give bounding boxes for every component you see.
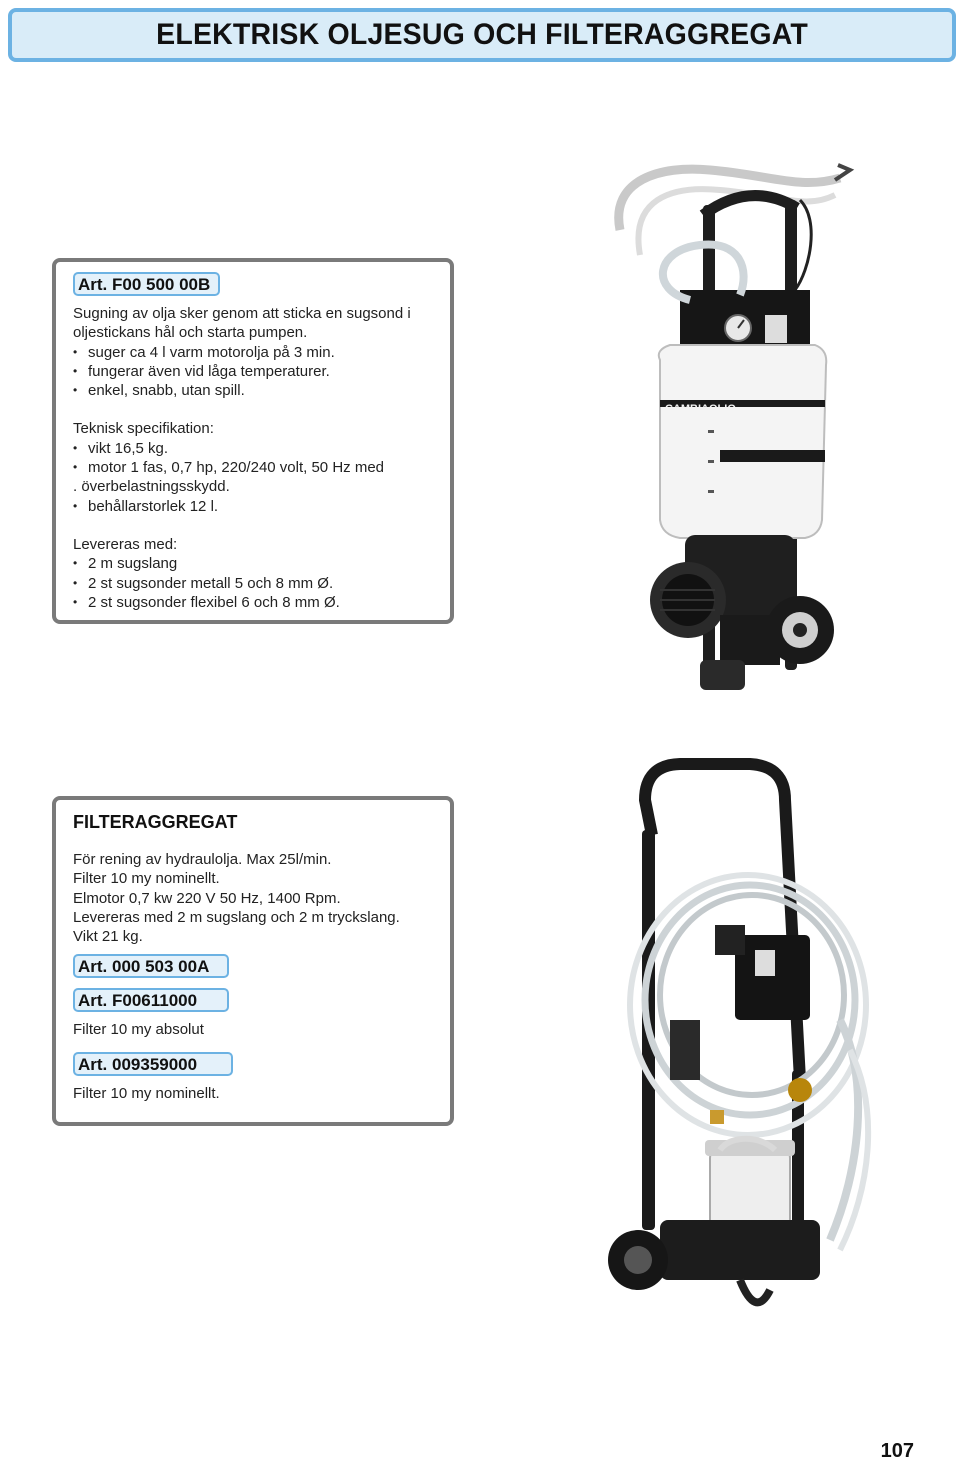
product-filter-unit-panel (52, 796, 454, 1126)
delivered-item: • 2 st sugsonder metall 5 och 8 mm Ø. (73, 574, 434, 593)
description-line: För rening av hydraulolja. Max 25l/min. (73, 851, 332, 868)
feature-item: • enkel, snabb, utan spill. (73, 381, 434, 400)
article-number-badge: Art. 000 503 00A (73, 954, 229, 978)
feature-item: • suger ca 4 l varm motorolja på 3 min. (73, 343, 434, 362)
filter-unit-image (600, 750, 890, 1330)
feature-item: • fungerar även vid låga temperaturer. (73, 362, 434, 381)
spec-heading: Teknisk specifikation: (73, 420, 214, 438)
description-line: Vikt 21 kg. (73, 928, 143, 946)
description-line: Filter 10 my nominellt. (73, 870, 220, 888)
description-line: Levereras med 2 m sugslang och 2 m tryckslang. (73, 908, 400, 926)
oil-suction-unit-image (600, 160, 930, 700)
delivered-item: • 2 st sugsonder flexibel 6 och 8 mm Ø. (73, 593, 434, 612)
article-description: Filter 10 my nominellt. (73, 1084, 220, 1102)
spec-item: • behållarstorlek 12 l. (73, 497, 434, 516)
section-title: FILTERAGGREGAT (73, 812, 238, 832)
description-line: Elmotor 0,7 kw 220 V 50 Hz, 1400 Rpm. (73, 889, 341, 907)
delivered-heading: Levereras med: (73, 535, 178, 553)
article-description: Filter 10 my absolut (73, 1021, 204, 1039)
brand-label: CAMBIAOLIO (665, 403, 736, 415)
spec-item-continuation: . överbelastningsskydd. (73, 478, 230, 496)
intro-line: Sugning av olja sker genom att sticka en sugsond i (73, 305, 411, 322)
page-number: 107 (880, 1440, 914, 1462)
title-bar (8, 8, 956, 62)
spec-item: • motor 1 fas, 0,7 hp, 220/240 volt, 50 Hz med (73, 458, 434, 477)
page-title: ELEKTRISK OLJESUG OCH FILTERAGGREGAT (156, 18, 808, 51)
delivered-item: • 2 m sugslang (73, 554, 434, 573)
article-number-badge: Art. F00 500 00B (73, 272, 220, 296)
article-number-badge: Art. 009359000 (73, 1052, 233, 1076)
spec-item: • vikt 16,5 kg. (73, 439, 434, 458)
intro-line: oljestickans hål och starta pumpen. (73, 324, 308, 342)
product-oil-suction-panel (52, 258, 454, 624)
article-number-badge: Art. F00611000 (73, 988, 229, 1012)
